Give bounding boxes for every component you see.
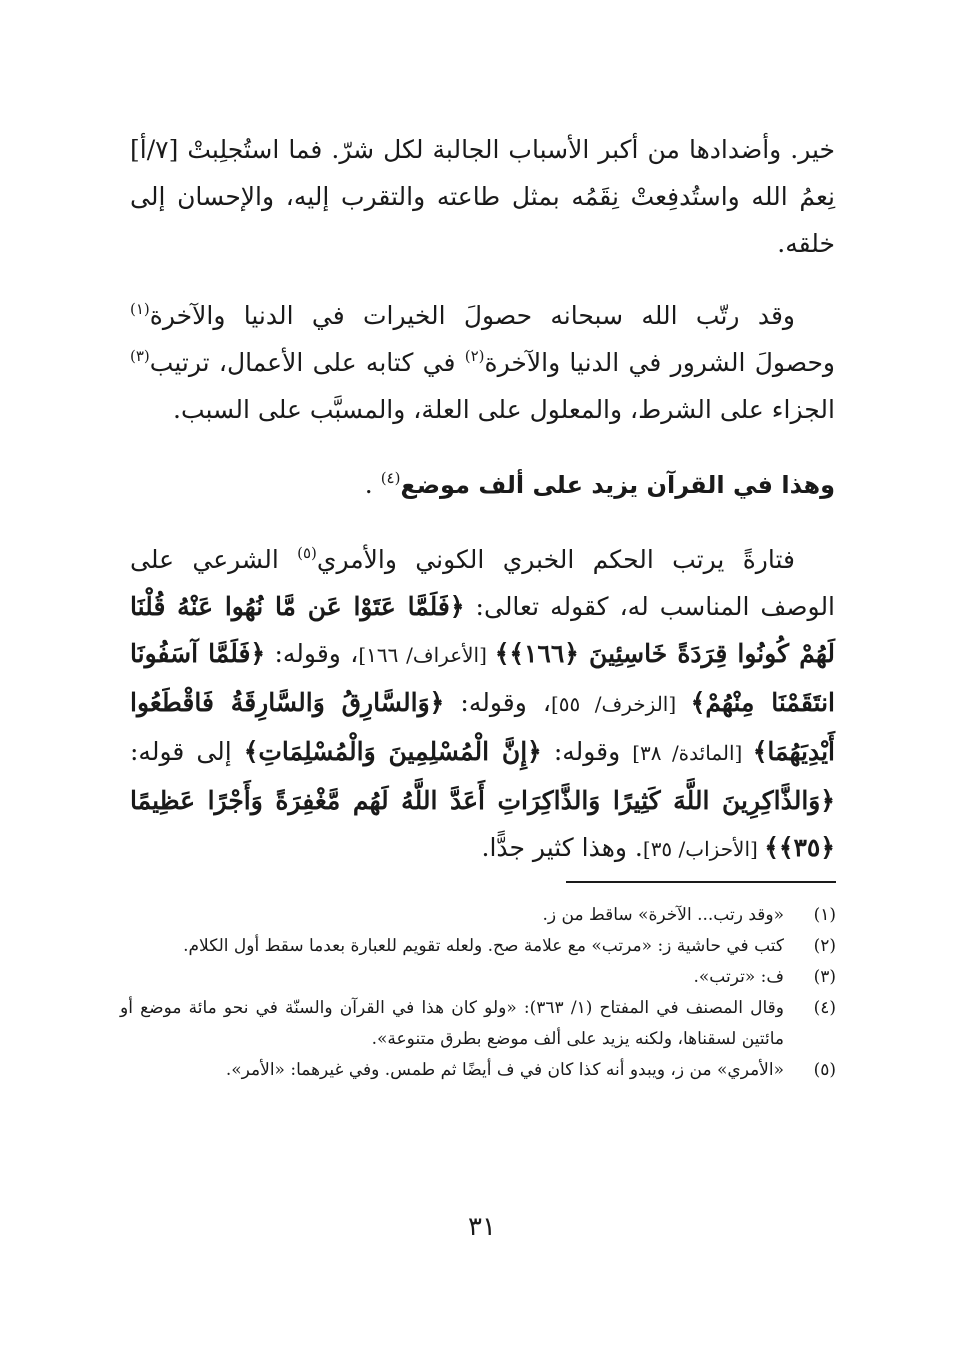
footnote-item [120,1055,836,1086]
heading-text: وهذا في القرآن يزيد على ألف موضع [400,471,835,499]
footnote-ref-1[interactable]: (١) [130,300,150,318]
verse-reference-3: [المائدة/ ٣٨] [632,741,753,765]
verse-reference-1: [الأعراف/ ١٦٦] [358,643,495,667]
paragraph-2-text-a: وقد رتّب الله سبحانه حصولَ الخيرات في الدنيا والآخرة [149,301,795,330]
paragraph-1-text-continued: نِعمُ الله واستُدفِعتْ نِقَمُه بمثل طاعته والتقرب إليه، والإحسان إلى خلقه. [130,182,835,258]
footnote-number: (٢) [813,936,836,956]
footnote-ref-4[interactable]: (٤) [380,469,401,487]
footnote-text: «الأمري» من ز، ويبدو أنه كذا كان في ف أيضًا ثم طمس. وفي غيرهما: «الأمر». [225,1060,784,1080]
footnote-number: (٤) [813,998,836,1018]
paragraph-4-text-e: وقوله: [541,737,633,766]
footnote-text: كتب في حاشية ز: «مرتب» مع علامة صح. ولعله تقويم للعبارة بعدما سقط أول الكلام. [183,936,784,956]
paragraph-4-text-a: فتارةً يرتب الحكم الخبري الكوني والأمري [316,545,795,574]
verse-reference-2: [الزخرف/ ٥٥] [550,692,691,716]
paragraph-2-text-d: الجزاء على الشرط، والمعلول على العلة، والمسبَّب على السبب. [173,395,835,424]
manuscript-marker: [٧/أ] [130,135,179,164]
quran-verse-2: ﴿فَلَمَّا آسَفُونَا انتَقَمْنَا مِنْهُمْ﴾ [130,639,835,717]
section-heading [130,461,835,509]
footnote-item [120,900,836,931]
footnote-ref-5[interactable]: (٥) [297,544,317,562]
quran-verse-5: ﴿وَالذَّاكِرِينَ اللَّهَ كَثِيرًا وَالذَّاكِرَاتِ أَعَدَّ اللَّهُ لَهُم مَّغْفِرَةً وَأَجْرًا عَظِيمًا ﴿٣٥﴾﴾ [130,786,835,862]
quran-verse-4: ﴿إِنَّ الْمُسْلِمِينَ وَالْمُسْلِمَاتِ﴾ [243,737,542,766]
paragraph-4 [130,536,835,873]
footnotes-list [120,900,836,1086]
footnote-item [120,993,836,1055]
footnote-ref-2[interactable]: (٢) [464,347,485,365]
paragraph-4-text-f: إلى قوله: [130,737,244,766]
quran-verse-3: ﴿وَالسَّارِقُ وَالسَّارِقَةُ فَاقْطَعُوا أَيْدِيَهُمَا﴾ [130,688,835,766]
footnote-text: ف: «ترتب». [693,967,784,987]
paragraph-2-text-b: وحصولَ الشرور في الدنيا والآخرة [484,348,836,377]
paragraph-4-text-g: . وهذا كثير جدًّا. [481,833,643,862]
footnote-number: (٥) [813,1060,836,1080]
paragraph-2-text-c: في كتابه على الأعمال، ترتيب [149,348,465,377]
page-number: ٣١ [468,1212,496,1242]
paragraph-2 [130,292,835,433]
verse-reference-5: [الأحزاب/ ٣٥] [642,837,765,861]
footnote-ref-3[interactable]: (٣) [130,347,150,365]
paragraph-4-text-b: الشرعي على الوصف المناسب له، كقوله تعالى: [130,545,836,621]
heading-end: . [364,470,381,499]
footnote-text: «وقد رتب... الآخرة» ساقط من ز. [542,905,784,925]
paragraph-4-text-c: ، وقوله: [265,639,359,668]
footnote-separator [566,881,836,883]
paragraph-4-text-d: ، وقوله: [444,688,551,717]
footnote-text: وقال المصنف في المفتاح (١/ ٣٦٣): «ولو كان هذا في القرآن والسنّة في نحو مائة موضع أو مائتين لسقناها، ولكنه يزيد على ألف موضع بطرق متنوعة». [120,998,784,1049]
quran-verse-1: ﴿فَلَمَّا عَتَوْا عَن مَّا نُهُوا عَنْهُ قُلْنَا لَهُمْ كُونُوا قِرَدَةً خَاسِئِينَ ﴿١٦٦﴾﴾ [130,592,835,668]
footnote-number: (١) [813,905,836,925]
footnote-item [120,962,836,993]
footnote-number: (٣) [813,967,836,987]
paragraph-1-text: خير. وأضدادها من أكبر الأسباب الجالبة لكل شرّ. فما استُجلِبتْ [187,135,836,164]
paragraph-1 [130,126,835,267]
footnote-item [120,931,836,962]
